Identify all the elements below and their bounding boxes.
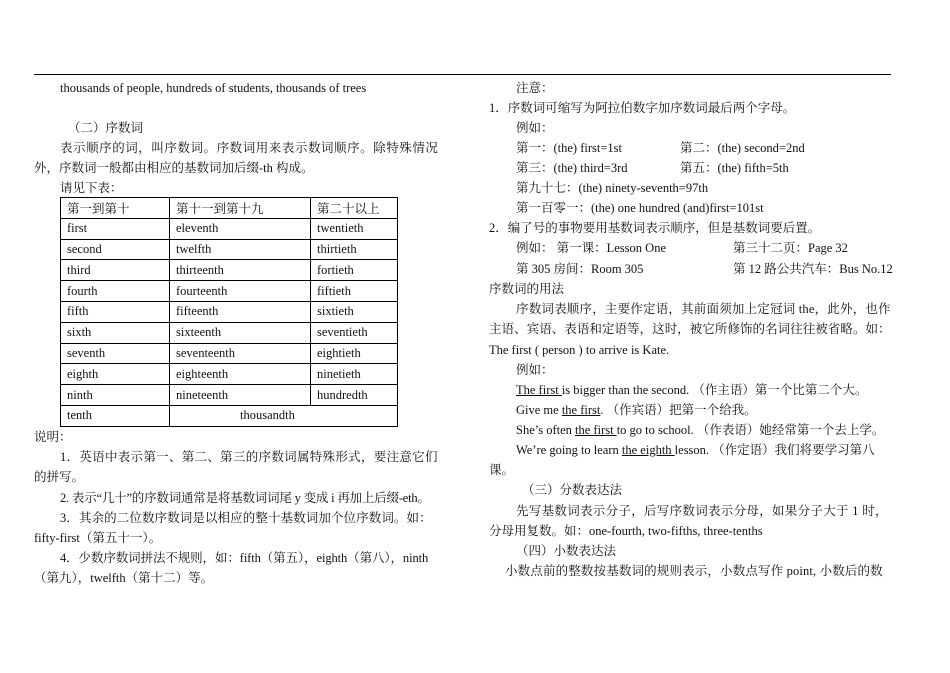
intro-examples: thousands of people, hundreds of students, thousands of trees xyxy=(60,81,367,95)
table-cell: seventeenth xyxy=(170,343,311,364)
usage-line-2: 主语、宾语、表语和定语等，这时，被它所修饰的名词往往被省略。如： xyxy=(489,322,891,336)
see-table-label: 请见下表： xyxy=(60,181,123,195)
table-cell: eighteenth xyxy=(170,364,311,385)
table-cell: twelfth xyxy=(170,239,311,260)
table-cell: fifth xyxy=(61,301,170,322)
table-row xyxy=(61,343,398,364)
example-sentence xyxy=(516,421,884,439)
fraction-line-2: 分母用复数。如：one-fourth, two-fifths, three-tenths xyxy=(489,524,763,538)
usage-line-1: 序数词表顺序，主要作定语，其前面须加上定冠词 the，此外，也作 xyxy=(516,302,891,316)
note-2: 2. 表示“几十”的序数词通常是将基数词词尾 y 变成 i 再加上后缀-eth。 xyxy=(60,491,430,505)
example-sentence xyxy=(516,401,757,419)
section-title-decimals: （四）小数表达法 xyxy=(516,544,617,558)
table-row xyxy=(61,405,398,426)
table-cell: fourth xyxy=(61,281,170,302)
note-1-line-2: 的拼写。 xyxy=(34,470,85,484)
table-row xyxy=(61,322,398,343)
usage-line-3: The first ( person ) to arrive is Kate. xyxy=(489,343,670,357)
table-cell: eighth xyxy=(61,364,170,385)
table-header-row xyxy=(61,198,398,219)
sentence-continuation: 课。 xyxy=(489,463,515,477)
table-cell: fourteenth xyxy=(170,281,311,302)
attention-label: 注意： xyxy=(516,81,554,95)
table-header-cell: 第一到第十 xyxy=(61,198,170,219)
numbering-example: 第三十二页：Page 32 xyxy=(733,241,848,255)
underlined-phrase: The first xyxy=(516,383,562,397)
numbering-example: 例如： 第一课：Lesson One xyxy=(516,241,666,255)
table-cell: hundredth xyxy=(311,385,398,406)
sentence-text: Give me xyxy=(516,403,562,417)
abbr-example: 第一百零一：(the) one hundred (and)first=101st xyxy=(516,201,764,215)
table-cell: thirtieth xyxy=(311,239,398,260)
table-cell: sixtieth xyxy=(311,301,398,322)
abbr-example: 第九十七：(the) ninety-seventh=97th xyxy=(516,181,709,195)
note-4-line-2: （第九），twelfth（第十二）等。 xyxy=(34,571,214,585)
table-cell: seventieth xyxy=(311,322,398,343)
underlined-phrase: the first xyxy=(575,423,617,437)
table-header-cell: 第二十以上 xyxy=(311,198,398,219)
note-3-line-2: fifty-first（第五十一）。 xyxy=(34,531,162,545)
table-row xyxy=(61,385,398,406)
decimal-line-1: 小数点前的整数按基数词的规则表示，小数点写作 point, 小数后的数 xyxy=(505,564,883,578)
table-row xyxy=(61,281,398,302)
table-cell: eightieth xyxy=(311,343,398,364)
table-row xyxy=(61,364,398,385)
sentence-text: . （作宾语）把第一个给我。 xyxy=(600,403,757,417)
note-1-line-1: 1．英语中表示第一、第二、第三的序数词属特殊形式，要注意它们 xyxy=(60,450,438,464)
numbering-example: 第 305 房间：Room 305 xyxy=(516,262,644,276)
numbering-example: 第 12 路公共汽车：Bus No.12 xyxy=(733,262,893,276)
table-cell: ninth xyxy=(61,385,170,406)
sentence-text: to go to school. （作表语）她经常第一个去上学。 xyxy=(616,423,885,437)
table-cell: seventh xyxy=(61,343,170,364)
table-cell: nineteenth xyxy=(170,385,311,406)
underlined-phrase: the first xyxy=(561,403,601,417)
rule-1: 1．序数词可缩写为阿拉伯数字加序数词最后两个字母。 xyxy=(489,101,796,115)
table-row xyxy=(61,239,398,260)
ordinal-table xyxy=(60,197,398,427)
section-title-fractions: （三）分数表达法 xyxy=(522,483,623,497)
usage-title: 序数词的用法 xyxy=(489,282,565,296)
sentence-text: lesson. （作定语）我们将要学习第八 xyxy=(674,443,875,457)
note-3-line-1: 3．其余的二位数序数词是以相应的整十基数词加个位序数词。如： xyxy=(60,511,432,525)
table-cell: sixteenth xyxy=(170,322,311,343)
underlined-phrase: the eighth xyxy=(621,443,675,457)
example-label: 例如： xyxy=(516,121,554,135)
notes-title: 说明： xyxy=(34,430,72,444)
table-cell: fifteenth xyxy=(170,301,311,322)
rule-2: 2．编了号的事物要用基数词表示顺序，但是基数词要后置。 xyxy=(489,221,821,235)
table-cell: third xyxy=(61,260,170,281)
table-cell: second xyxy=(61,239,170,260)
table-cell: thirteenth xyxy=(170,260,311,281)
sentence-text: We’re going to learn xyxy=(516,443,622,457)
table-cell: fortieth xyxy=(311,260,398,281)
table-row xyxy=(61,301,398,322)
table-cell: first xyxy=(61,218,170,239)
definition-line-1: 表示顺序的词，叫序数词。序数词用来表示数词顺序。除特殊情况 xyxy=(60,141,439,155)
definition-line-2: 外，序数词一般都由相应的基数词加后缀-th 构成。 xyxy=(34,161,314,175)
section-title-ordinals: （二）序数词 xyxy=(68,121,144,135)
note-4-line-1: 4．少数序数词拼法不规则，如：fifth（第五），eighth（第八），ninth xyxy=(60,551,429,565)
table-row xyxy=(61,218,398,239)
sentence-text: She’s often xyxy=(516,423,576,437)
example-sentence xyxy=(516,381,867,399)
abbr-example: 第二：(the) second=2nd xyxy=(680,141,805,155)
fraction-line-1: 先写基数词表示分子，后写序数词表示分母，如果分子大于 1 时， xyxy=(516,504,888,518)
top-rule xyxy=(34,74,891,75)
table-cell: thousandth xyxy=(170,405,398,426)
table-cell: fiftieth xyxy=(311,281,398,302)
abbr-example: 第三：(the) third=3rd xyxy=(516,161,628,175)
example-sentence xyxy=(516,441,875,459)
table-header-cell: 第十一到第十九 xyxy=(170,198,311,219)
table-cell: tenth xyxy=(61,405,170,426)
table-cell: sixth xyxy=(61,322,170,343)
sentence-text: is bigger than the second. （作主语）第一个比第二个大。 xyxy=(561,383,868,397)
table-cell: ninetieth xyxy=(311,364,398,385)
abbr-example: 第一：(the) first=1st xyxy=(516,141,622,155)
abbr-example: 第五：(the) fifth=5th xyxy=(680,161,789,175)
table-cell: twentieth xyxy=(311,218,398,239)
table-cell: eleventh xyxy=(170,218,311,239)
table-row xyxy=(61,260,398,281)
example-label: 例如： xyxy=(516,363,554,377)
